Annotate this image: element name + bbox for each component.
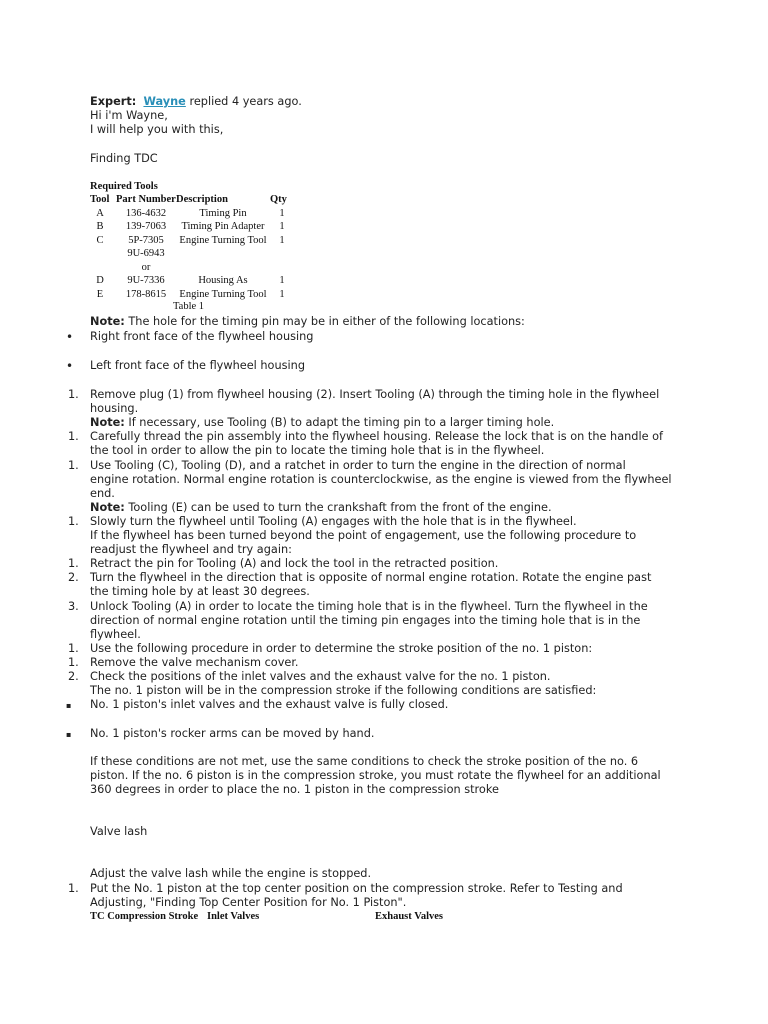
header-part-number: Part Number [116, 194, 176, 205]
step-number: 1. [68, 642, 79, 655]
intro: I will help you with this, [90, 123, 224, 136]
step-number: 3. [68, 600, 79, 613]
step-note: Note: Tooling (E) can be used to turn the crankshaft from the front of the engine. [90, 501, 552, 514]
step-number: 2. [68, 571, 79, 584]
square-bullet: ▪ [66, 701, 72, 710]
expert-label: Expert: [90, 95, 137, 108]
section-heading-valve-lash: Valve lash [90, 825, 148, 838]
note-timing [90, 315, 680, 329]
step-text: The no. 1 piston will be in the compression stroke if the following conditions are satisfied: [90, 684, 597, 697]
step-text: Adjusting, "Finding Top Center Position for No. 1 Piston". [90, 896, 407, 909]
step-number: 1. [68, 656, 79, 669]
tools-table [90, 193, 294, 301]
step-text: Use the following procedure in order to determine the stroke position of the no. 1 piston: [90, 642, 593, 655]
table-caption: Table 1 [173, 301, 205, 312]
table-row: or [141, 261, 151, 273]
step-text: engine rotation. Normal engine rotation is counterclockwise, as the engine is viewed from the flywheel [90, 473, 672, 486]
step-text: the tool in order to allow the pin to locate the timing hole that is in the flywheel. [90, 444, 545, 457]
expert-name-link[interactable]: Wayne [143, 95, 186, 108]
step-number: 1. [68, 388, 79, 401]
valve-table-header-exhaust: Exhaust Valves [375, 911, 443, 922]
list-item: No. 1 piston's rocker arms can be moved by hand. [90, 727, 375, 740]
header-description: Description [176, 194, 228, 205]
header-qty: Qty [270, 194, 287, 205]
list-item: Right front face of the flywheel housing [90, 330, 314, 343]
table-row: C 5P-7305 Engine Turning Tool 1 [96, 234, 285, 246]
section-title: Finding TDC [90, 152, 158, 165]
list-item: No. 1 piston's inlet valves and the exhaust valve is fully closed. [90, 698, 449, 711]
replied-text: replied 4 years ago. [189, 95, 302, 108]
expert-line [90, 95, 680, 109]
table-row: 9U-6943 [127, 248, 165, 259]
table-row: D 9U-7336 Housing As 1 [96, 275, 285, 286]
paragraph-line: piston. If the no. 6 piston is in the compression stroke, you must rotate the flywheel for an additional [90, 769, 661, 782]
step-text: Check the positions of the inlet valves and the exhaust valve for the no. 1 piston. [90, 670, 551, 683]
step-text: Turn the flywheel in the direction that is opposite of normal engine rotation. Rotate the engine past [90, 571, 652, 584]
step-number: 1. [68, 515, 79, 528]
step-text: Remove the valve mechanism cover. [90, 656, 299, 669]
note-text: The hole for the timing pin may be in either of the following locations: [128, 315, 525, 328]
step-text: Remove plug (1) from flywheel housing (2). Insert Tooling (A) through the timing hole in the flywheel [90, 388, 660, 401]
paragraph-line: If these conditions are not met, use the same conditions to check the stroke position of the no. 6 [90, 755, 639, 768]
valve-table-header-tc: TC Compression Stroke [90, 911, 199, 922]
step-text: end. [90, 487, 115, 500]
step-text: Retract the pin for Tooling (A) and lock the tool in the retracted position. [90, 557, 499, 570]
step-text: Put the No. 1 piston at the top center position on the compression stroke. Refer to Testing and [90, 882, 623, 895]
step-text: Unlock Tooling (A) in order to locate the timing hole that is in the flywheel. Turn the flywheel in the [90, 600, 648, 613]
header-tool: Tool [90, 194, 110, 205]
list-item: Left front face of the flywheel housing [90, 359, 305, 372]
step-text: readjust the flywheel and try again: [90, 543, 292, 556]
bullet-marker: • [66, 359, 74, 373]
step-text: If the flywheel has been turned beyond the point of engagement, use the following procedure to [90, 529, 637, 542]
step-text: the timing hole by at least 30 degrees. [90, 585, 310, 598]
tools-table-header [90, 193, 294, 207]
valve-table-header-inlet: Inlet Valves [207, 911, 260, 922]
bullet-marker: • [66, 330, 74, 344]
paragraph-line: Adjust the valve lash while the engine is stopped. [90, 867, 372, 880]
table-row: A 136-4632 Timing Pin 1 [96, 207, 285, 219]
step-text: flywheel. [90, 628, 141, 641]
note-label: Note: [90, 315, 125, 328]
step-text: housing. [90, 402, 139, 415]
square-bullet: ▪ [66, 730, 72, 739]
step-number: 1. [68, 557, 79, 570]
step-number: 1. [68, 882, 79, 895]
greeting: Hi i'm Wayne, [90, 109, 168, 122]
step-text: direction of normal engine rotation until the timing pin engages into the timing hole that is in the [90, 614, 641, 627]
tools-title: Required Tools [90, 181, 158, 192]
step-text: Use Tooling (C), Tooling (D), and a ratchet in order to turn the engine in the direction of normal [90, 459, 626, 472]
paragraph-line: 360 degrees in order to place the no. 1 piston in the compression stroke [90, 783, 499, 796]
table-row: E 178-8615 Engine Turning Tool 1 [96, 288, 285, 300]
table-row: B 139-7063 Timing Pin Adapter 1 [96, 221, 285, 232]
step-note: Note: If necessary, use Tooling (B) to adapt the timing pin to a larger timing hole. [90, 416, 555, 429]
step-number: 1. [68, 459, 79, 472]
step-text: Carefully thread the pin assembly into the flywheel housing. Release the lock that is on the handle of [90, 430, 664, 443]
step-text: Slowly turn the flywheel until Tooling (A) engages with the hole that is in the flywheel. [90, 515, 577, 528]
step-number: 2. [68, 670, 79, 683]
step-number: 1. [68, 430, 79, 443]
